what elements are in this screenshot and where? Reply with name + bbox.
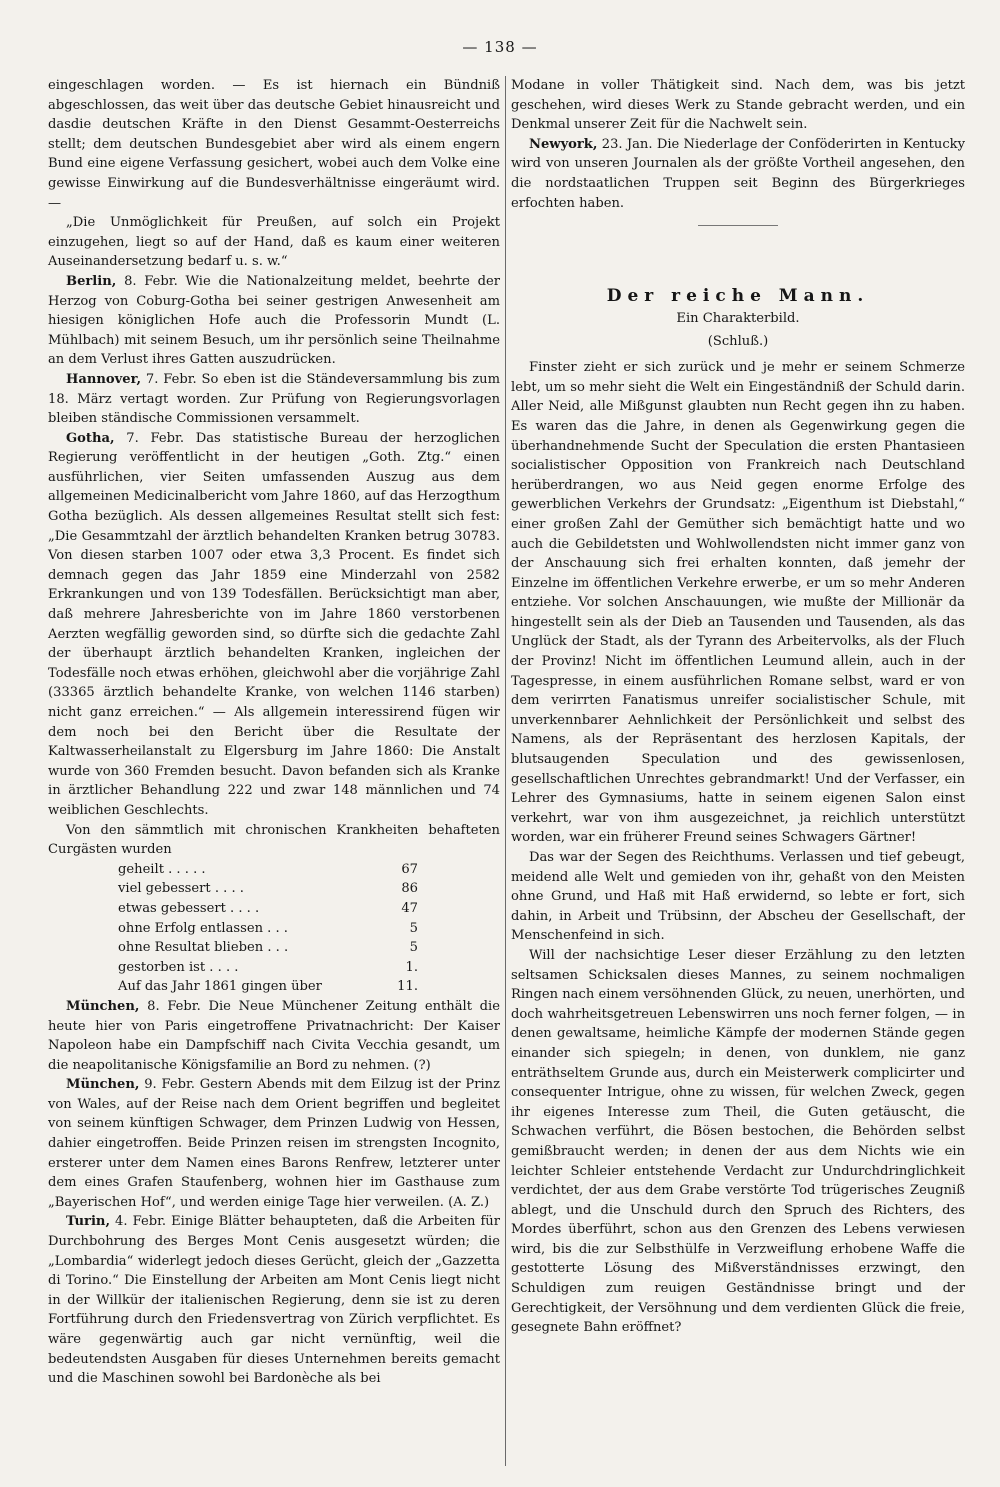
list-item-label: Auf das Jahr 1861 gingen über xyxy=(118,979,322,995)
dateline-place: Berlin, xyxy=(66,273,117,289)
section-rule xyxy=(698,225,778,226)
list-item-value: 47 xyxy=(401,900,418,916)
dateline-place: München, xyxy=(66,1077,140,1093)
list-item-value: 86 xyxy=(401,881,418,897)
news-item-gotha xyxy=(48,429,500,821)
story-paragraph: Das war der Segen des Reichthums. Verlassen und tief gebeugt, meidend alle Welt und gemieden von ihr, gehaßt von den Meisten ohne Grund, und Haß mit Haß erwidernd, so lebte er fort, sich dahin, in Arbeit und Trübsinn, der Abscheu der Gesellschaft, der Menschenfeind in sich. xyxy=(511,850,965,944)
news-text: 7. Febr. Das statistische Bureau der herzoglichen Regierung veröffentlicht in der heutigen „Goth. Ztg.“ einen ausführlichen, vier Seiten umfassenden Auszug aus dem allgemeinen Medicinalbericht vom Jahre 1860, auf das Herzogthum Gotha bezüglich. Als dessen allgemeines Resultat stellt sich fest: „Die Gesammtzahl der ärztlich behandelten Kranken betrug 30783. Von diesen starben 1007 oder etwa 3,3 Procent. Es findet sich demnach gegen das Jahr 1859 eine Minderzahl von 2582 Erkrankungen und von 139 Todesfällen. Berücksichtigt man aber, daß mehrere Jahresberichte von im Jahre 1860 verstorbenen Aerzten wegfällig geworden sind, so dürfte sich die gedachte Zahl der überhaupt ärztlich behandelten Kranken, ingleichen der Todesfälle noch etwas erhöhen, gleichwohl aber die vorjährige Zahl (33365 ärztlich behandelte Kranke, von welchen 1146 starben) nicht ganz erreichen.“ — Als allgemein interessirend fügen wir dem noch bei den Bericht über die Resultate der Kaltwasserheilanstalt zu Elgersburg im Jahre 1860: Die Anstalt wurde von 360 Fremden besucht. Davon befanden sich als Kranke in ärztlicher Behandlung 222 und zwar 148 männlichen und 74 weiblichen Geschlechts. xyxy=(48,430,500,818)
article-paragraph: eingeschlagen worden. — Es ist hiernach ein Bündniß abgeschlossen, das weit über das deutsche Gebiet hinausreicht und dasdie deutschen Kräfte in den Dienst Gesammt-Oesterreichs stellt; dem deutschen Bundesgebiet aber wird als einem engern Bund eine eigene Verfassung gesichert, wobei auch dem Volke eine gewisse Einwirkung auf die Bundesverhältnisse eingeräumt wird. — xyxy=(48,78,500,211)
article-paragraph: „Die Unmöglichkeit für Preußen, auf solch ein Projekt einzugehen, liegt so auf der Hand, daß es kaum einer weiteren Auseinandersetzung bedarf u. s. w.“ xyxy=(48,215,500,270)
list-item-value: 5 xyxy=(409,940,418,956)
list-item-value: 67 xyxy=(401,861,418,877)
dateline-place: Turin, xyxy=(66,1214,111,1230)
right-column xyxy=(511,76,965,1338)
list-intro: Von den sämmtlich mit chronischen Krankheiten behafteten Curgästen wurden xyxy=(48,822,500,858)
news-text: 9. Febr. Gestern Abends mit dem Eilzug ist der Prinz von Wales, auf der Reise nach dem Orient begriffen und begleitet von seinem künftigen Schwager, dem Prinzen Ludwig von Hessen, dahier eingetroffen. Beide Prinzen reisen im strengsten Incognito, ersterer unter dem Namen eines Barons Renfrew, letzterer unter dem eines Grafen Staufenberg, wohnen hier im Gasthause zum „Bayerischen Hof“, und werden einige Tage hier verweilen. (A. Z.) xyxy=(48,1077,500,1210)
list-item xyxy=(48,977,500,997)
column-divider xyxy=(505,76,506,1466)
news-item-hannover xyxy=(48,370,500,429)
dateline-place: Newyork, xyxy=(529,136,598,152)
list-item-label: ohne Erfolg entlassen . . . xyxy=(118,920,288,936)
news-text: 8. Febr. Die Neue Münchener Zeitung enthält die heute hier von Paris eingetroffene Privatnachricht: Der Kaiser Napoleon habe ein Dampfschiff nach Civita Vecchia gesandt, um die neapolitanische Königsfamilie an Bord zu nehmen. (?) xyxy=(48,998,500,1073)
news-item-muenchen xyxy=(48,997,500,1075)
list-item xyxy=(48,938,500,958)
list-item xyxy=(48,958,500,978)
dateline-place: München, xyxy=(66,998,140,1014)
list-item xyxy=(48,860,500,880)
left-column xyxy=(48,76,500,1389)
statistics-list xyxy=(48,860,500,997)
feuilleton-subtitle: Ein Charakterbild. xyxy=(676,311,800,327)
dateline-place: Gotha, xyxy=(66,430,115,446)
list-item-value: 11. xyxy=(397,979,418,995)
list-item-label: geheilt . . . . . xyxy=(118,861,206,877)
list-item xyxy=(48,899,500,919)
news-text: 23. Jan. Die Niederlage der Conföderirten in Kentucky wird von unseren Journalen als der größte Vortheil angesehen, den die nordstaatlichen Truppen seit Beginn des Bürgerkrieges erfochten haben. xyxy=(511,136,965,211)
list-item-label: etwas gebessert . . . . xyxy=(118,900,260,916)
feuilleton-part: (Schluß.) xyxy=(707,334,769,350)
news-item-berlin xyxy=(48,272,500,370)
list-item xyxy=(48,879,500,899)
list-item xyxy=(48,919,500,939)
news-text: 8. Febr. Wie die Nationalzeitung meldet, beehrte der Herzog von Coburg-Gotha bei seiner gestrigen Anwesenheit am hiesigen königlichen Hofe auch die Professorin Mundt (L. Mühlbach) mit seinem Besuch, um ihr persönlich seine Theilnahme an dem Verlust ihres Gatten auszudrücken. xyxy=(48,273,500,368)
story-paragraph: Will der nachsichtige Leser dieser Erzählung zu den letzten seltsamen Schicksalen dieses Mannes, zu seinem nochmaligen Ringen nach einem versöhnenden Glück, zu neuen, unerhörten, und doch wahrheitsgetreuen Lebenswirren uns noch ferner folgen, — in denen gewaltsame, heimliche Kämpfe der modernen Stände gegen einander sich spiegeln; in denen, von dunklem, nie ganz enträthseltem Grunde aus, durch ein Meisterwerk complicirter und consequenter Intrigue, ohne zu wissen, für welchen Zweck, gegen ihr eigenes Interesse zum Theil, die Guten getäuscht, die Schwachen verführt, die Bösen bestochen, die Behörden selbst gemißbraucht werden; in denen der aus dem Nichts wie ein leichter Schleier entstehende Verdacht zur Undurchdringlichkeit verdichtet, der aus dem Grabe verstörte Tod trügerisches Zeugniß ablegt, und die Unschuld durch den Spruch des Richters, des Mordes überführt, schon aus den Grenzen des Lebens verwiesen wird, bis die zur Selbsthülfe in Verzweiflung erhobene Waffe die gestotterte Lösung des Mißverständnisses erzwingt, den Schuldigen zum reuigen Geständnisse bringt und der Gerechtigkeit, der Versöhnung und dem verdienten Glück die freie, gesegnete Bahn eröffnet? xyxy=(511,947,965,1336)
news-item-turin xyxy=(48,1212,500,1388)
article-paragraph: Modane in voller Thätigkeit sind. Nach dem, was bis jetzt geschehen, wird dieses Werk zu Stande gebracht werden, und ein Denkmal unserer Zeit für die Nachwelt sein. xyxy=(511,78,965,133)
news-text: 4. Febr. Einige Blätter behaupteten, daß die Arbeiten für Durchbohrung des Berges Mont Cenis ausgesetzt würden; die „Lombardia“ widerlegt jedoch dieses Gerücht, gleich der „Gazzetta di Torino.“ Die Einstellung der Arbeiten am Mont Cenis liegt nicht in der Willkür der italienischen Regierung, denn sie ist zu deren Fortführung durch den Friedensvertrag von Zürich verpflichtet. Es wäre gegenwärtig auch gar nicht vernünftig, weil die bedeutendsten Ausgaben für dieses Unternehmen bereits gemacht und die Maschinen sowohl bei Bardonèche als bei xyxy=(48,1214,500,1387)
news-item-muenchen xyxy=(48,1075,500,1212)
list-item-label: gestorben ist . . . . xyxy=(118,959,239,975)
feuilleton-title: Der reiche Mann. xyxy=(606,286,870,307)
page-number: — 138 — xyxy=(462,38,538,56)
list-item-label: viel gebessert . . . . xyxy=(118,881,244,897)
story-paragraph: Finster zieht er sich zurück und je mehr er seinem Schmerze lebt, um so mehr sieht die Welt ein Eingeständniß der Schuld darin. Aller Neid, alle Mißgunst glaubten nun Recht gegen ihn zu haben. Es waren das die Jahre, in denen als Gegenwirkung gegen die überhandnehmende Sucht der Speculation die ersten Phantasieen socialistischer Opposition von Frankreich nach Deutschland herüberdrangen, wo aus Neid gegen enorme Erfolge des gewerblichen Verkehrs der Grundsatz: „Eigenthum ist Diebstahl,“ einer großen Zahl der Gemüther sich bemächtigt hatte und wo auch die Gebildetsten und Wohlwollendsten nicht immer ganz von der Anschauung sich frei erhalten konnten, daß jemehr der Einzelne im öffentlichen Verkehre erwerbe, er um so mehr Anderen entziehe. Vor solchen Anschauungen, wie mußte der Millionär da hingestellt sein als der Dieb an Tausenden und Tausenden, als das Unglück der Stadt, als der Tyrann des Arbeitervolks, als der Fluch der Provinz! Nicht im öffentlichen Leumund allein, auch in der Tagespresse, in einem ausführlichen Romane selbst, ward er von dem verirrten Fanatismus unreifer socialistischer Schule, mit unverkennbarer Aehnlichkeit der Persönlichkeit und selbst des Namens, als der Repräsentant des herzlosen Kapitals, der blutsaugenden Speculation und des gewissenlosen, gesellschaftlichen Unrechtes gebrandmarkt! Und der Verfasser, ein Lehrer des Gymnasiums, hatte in seinem eigenen Salon einst verkehrt, war von ihm ausgezeichnet, ja reichlich unterstützt worden, war ein früherer Freund seines Schwagers Gärtner! xyxy=(511,360,965,846)
news-item-newyork xyxy=(511,135,965,213)
list-item-label: ohne Resultat blieben . . . xyxy=(118,940,289,956)
dateline-place: Hannover, xyxy=(66,371,142,387)
news-text: 7. Febr. So eben ist die Ständeversammlung bis zum 18. März vertagt worden. Zur Prüfung von Regierungsvorlagen bleiben ständische Commissionen versammelt. xyxy=(48,371,500,427)
list-item-value: 5 xyxy=(409,920,418,936)
list-item-value: 1. xyxy=(405,959,418,975)
